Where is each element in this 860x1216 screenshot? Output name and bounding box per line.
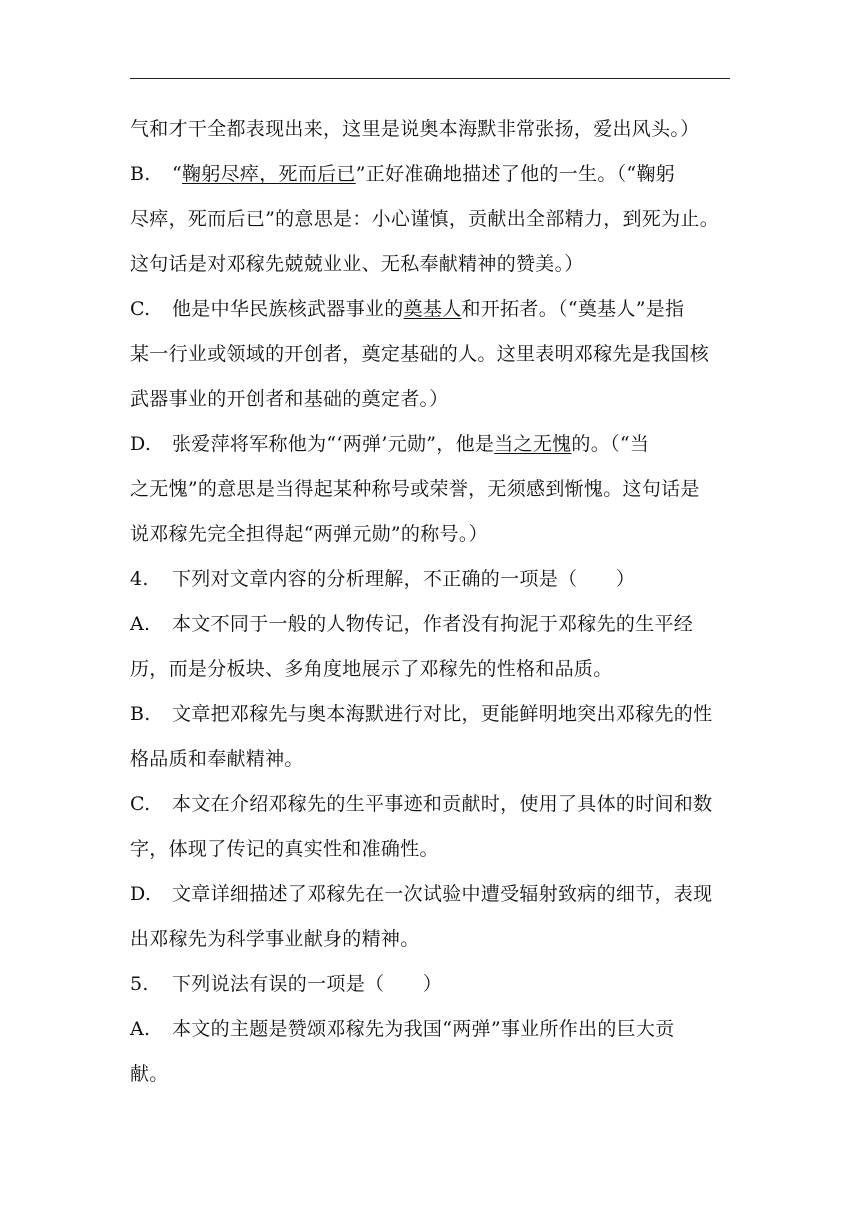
text-line	[130, 827, 730, 872]
option-label: A.	[130, 613, 151, 635]
text-line	[130, 647, 730, 692]
line-text: 这句话是对邓稼先兢兢业业、无私奉献精神的赞美。）	[130, 253, 584, 275]
underlined-phrase: 鞠躬尽瘁，死而后已	[182, 163, 356, 185]
question-4-line	[130, 557, 730, 602]
line-text: 字，体现了传记的真实性和准确性。	[130, 838, 439, 860]
line-text-post: ”正好准确地描述了他的一生。（“鞠躬	[355, 163, 676, 185]
underlined-phrase: 当之无愧	[494, 433, 572, 455]
text-line	[130, 467, 730, 512]
option-b-line	[130, 692, 730, 737]
text-line	[130, 737, 730, 782]
question-text: 下列说法有误的一项是（ ）	[172, 973, 443, 995]
question-text: 下列对文章内容的分析理解，不正确的一项是（ ）	[172, 568, 636, 590]
line-text-post: 和开拓者。（“奠基人”是指	[461, 298, 685, 320]
question-5-line	[130, 962, 730, 1007]
option-label: A.	[130, 1018, 151, 1040]
line-text: 武器事业的开创者和基础的奠定者。）	[130, 388, 449, 410]
underlined-phrase: 奠基人	[403, 298, 462, 320]
line-text: 文章把邓稼先与奥本海默进行对比，更能鲜明地突出邓稼先的性	[172, 703, 713, 725]
option-a-line	[130, 602, 730, 647]
option-label: D.	[130, 433, 152, 455]
option-c-line	[130, 782, 730, 827]
header-rule	[130, 78, 730, 79]
text-line	[130, 332, 730, 377]
line-text: 本文的主题是赞颂邓稼先为我国“两弹”事业所作出的巨大贡	[172, 1018, 675, 1040]
line-text-pre: 他是中华民族核武器事业的	[172, 298, 404, 320]
option-c-line	[130, 287, 730, 332]
line-text: 格品质和奉献精神。	[130, 748, 304, 770]
line-text: 文章详细描述了邓稼先在一次试验中遭受辐射致病的细节，表现	[172, 883, 713, 905]
line-text-post: 的。（“当	[571, 433, 650, 455]
line-text: 本文在介绍邓稼先的生平事迹和贡献时，使用了具体的时间和数	[172, 793, 713, 815]
text-line	[130, 242, 730, 287]
line-text: 说邓稼先完全担得起“两弹元勋”的称号。）	[130, 523, 488, 545]
line-text: 尽瘁，死而后已”的意思是：小心谨慎，贡献出全部精力，到死为止。	[130, 208, 720, 230]
option-d-line	[130, 422, 730, 467]
option-label: C.	[130, 298, 151, 320]
text-line	[130, 197, 730, 242]
text-line	[130, 107, 730, 152]
text-line	[130, 377, 730, 422]
line-text: 出邓稼先为科学事业献身的精神。	[130, 928, 420, 950]
option-b-line	[130, 152, 730, 197]
text-line	[130, 917, 730, 962]
option-d-line	[130, 872, 730, 917]
line-text: 本文不同于一般的人物传记，作者没有拘泥于邓稼先的生平经	[172, 613, 694, 635]
option-label: B.	[130, 703, 151, 725]
line-text: 之无愧”的意思是当得起某种称号或荣誉，无须感到惭愧。这句话是	[130, 478, 700, 500]
line-text: 某一行业或领域的开创者，奠定基础的人。这里表明邓稼先是我国核	[130, 343, 710, 365]
line-text: 历，而是分板块、多角度地展示了邓稼先的性格和品质。	[130, 658, 613, 680]
line-text: 献。	[130, 1063, 169, 1085]
question-number: 5.	[130, 973, 149, 995]
line-text: 气和才干全都表现出来，这里是说奥本海默非常张扬，爱出风头。）	[130, 118, 700, 140]
option-label: B.	[130, 163, 151, 185]
line-text-pre: 张爱萍将军称他为“‘两弹’元勋”，他是	[172, 433, 495, 455]
option-label: D.	[130, 883, 152, 905]
option-a-line	[130, 1007, 730, 1052]
question-number: 4.	[130, 568, 149, 590]
text-line	[130, 512, 730, 557]
text-line	[130, 1052, 730, 1097]
document-body	[130, 107, 730, 1097]
option-label: C.	[130, 793, 151, 815]
line-text-pre: “	[172, 163, 183, 185]
